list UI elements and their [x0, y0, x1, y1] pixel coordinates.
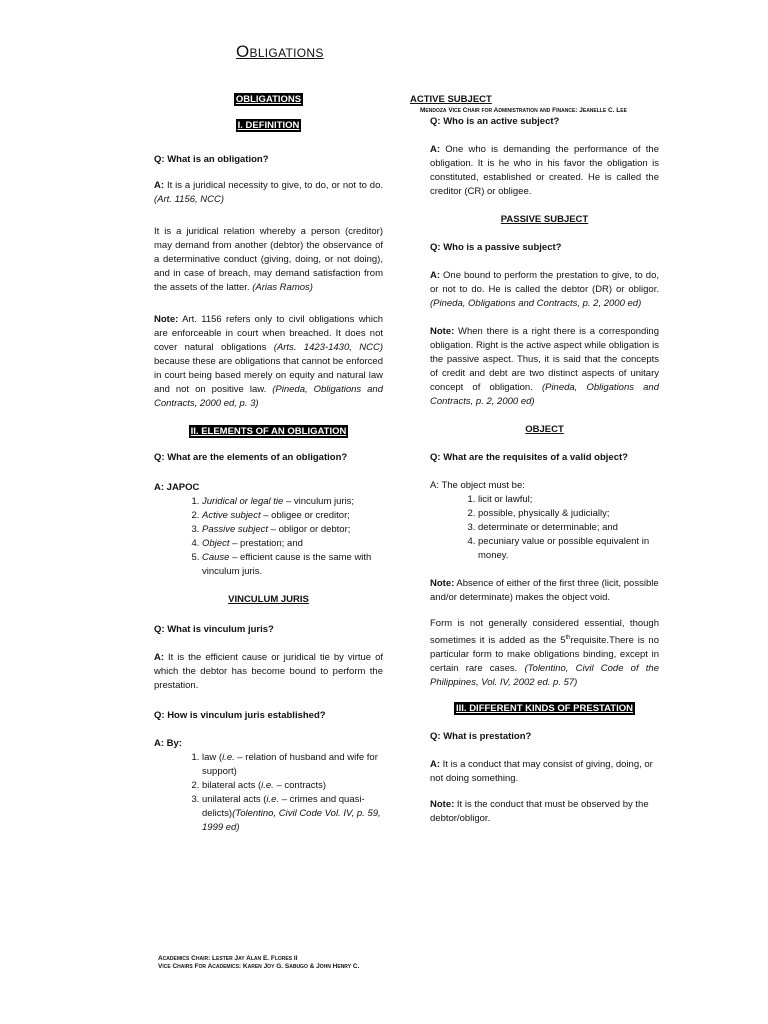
list-item: 1. Juridical or legal tie – vinculum juris; [202, 495, 383, 509]
list-item: 4. pecuniary value or possible equivalent in money. [478, 535, 659, 563]
list-item: 2. Active subject – obligee or creditor; [202, 509, 383, 523]
form-paragraph: Form is not generally considered essential, though sometimes it is added as the 5threquisite.There is no particular form to make obligations binding, except in certain rare cases. (Tolentino, Civil Code of the Philippines, Vol. IV, 2002 ed. p. 57) [430, 618, 659, 689]
answer-obligation [154, 179, 383, 207]
answer-by: A: By: [154, 738, 182, 749]
note-text: Art. 1156 refers only to civil obligations which are enforceable in court when breached. It does not cover natural obligations [154, 314, 383, 353]
note-absence: Note: Absence of either of the first three (licit, possible and/or determinate) makes the object void. [430, 578, 659, 603]
page-title: Obligations [236, 42, 324, 61]
section-header-definition: I. DEFINITION [237, 120, 300, 131]
list-item: 3. determinate or determinable; and [478, 521, 659, 535]
answer-text: It is a juridical necessity to give, to do, or not to do. [164, 180, 383, 191]
credit-line: Mendoza Vice Chair for Administration and Finance: Jeanelle C. Lee [420, 107, 627, 114]
note-right-obligation: Note: When there is a right there is a corresponding obligation. Right is the active aspect while obligation is the passive aspect. Thus, it is said that the concepts of credit and debt are two distinct aspects of unitary concept of obligation. (Pineda, Obligations and Contracts, p. 2, 2000 ed) [430, 326, 659, 407]
section-header-vinculum-juris: VINCULUM JURIS [228, 594, 309, 605]
question-active-subject: Q: Who is an active subject? [430, 116, 560, 127]
answer-vinculum-juris [154, 651, 383, 693]
citation: (Pineda, Obligations and Contracts, 2000 ed, p. 3) [154, 384, 384, 409]
footer-line: Vice Chairs For Academics: Karen Joy G. Sabugo & John Henry C. [158, 963, 360, 970]
question-what-is-obligation: Q: What is an obligation? [154, 154, 269, 165]
section-header-elements: II. ELEMENTS OF AN OBLIGATION [190, 426, 347, 437]
question-prestation: Q: What is prestation? [430, 731, 532, 743]
list-item: 4. Object – prestation; and [202, 537, 383, 551]
definition-paragraph [154, 225, 383, 295]
paragraph-text: It is a juridical relation whereby a person (creditor) may demand from another (debtor) the observance of a determinative conduct (giving, doing, or not doing), and in case of breach, may demand satisfaction from the assets of the latter. [154, 226, 383, 293]
footer-line: Academics Chair: Lester Jay Alan E. Flores II [158, 955, 298, 962]
answer-passive-subject: A: One bound to perform the prestation to give, to do, or not to do. He is called the debtor (DR) or obligor. (Pineda, Obligations and Contracts, p. 2, 2000 ed) [430, 270, 659, 309]
question-valid-object: Q: What are the requisites of a valid object? [430, 452, 628, 463]
section-header-passive-subject: PASSIVE SUBJECT [500, 214, 589, 225]
footer-credits [158, 955, 359, 971]
requisites-list [430, 493, 659, 563]
left-column [154, 93, 383, 835]
citation: (Art. 1156, NCC) [154, 194, 225, 205]
list-item: 1. law (i.e. – relation of husband and wife for support) [202, 751, 383, 779]
note-prestation: Note: It is the conduct that must be observed by the debtor/obligor. [430, 799, 649, 825]
list-item: 3. Passive subject – obligor or debtor; [202, 523, 383, 537]
section-header-kinds-of-prestation: III. DIFFERENT KINDS OF PRESTATION [456, 703, 633, 715]
list-item: 2. bilateral acts (i.e. – contracts) [202, 779, 383, 793]
note-label: Note: [154, 314, 179, 325]
list-item: 2. possible, physically & judicially; [478, 507, 659, 521]
answer-object-must-be: A: The object must be: [430, 480, 525, 491]
citation: (Arias Ramos) [252, 282, 313, 293]
question-vinculum-established: Q: How is vinculum juris established? [154, 710, 326, 721]
elements-list [154, 495, 383, 579]
right-column [410, 93, 659, 838]
list-item: 3. unilateral acts (i.e. – crimes and quasi-delicts)(Tolentino, Civil Code Vol. IV, p. 59, 1999 ed) [202, 793, 383, 835]
answer-prestation: A: It is a conduct that may consist of giving, doing, or not doing something. [430, 759, 653, 785]
answer-label: A: [154, 652, 165, 663]
answer-japoc: A: JAPOC [154, 482, 200, 493]
note-text: because these are obligations that cannot be enforced in court being based merely on equity and natural law and not on positive law. [154, 356, 383, 395]
answer-text: It is the efficient cause or juridical tie by virtue of which the debtor has become bound to perform the prestation. [154, 652, 383, 691]
answer-active-subject: A: One who is demanding the performance of the obligation. It is he who in his favor the obligation is constituted, established or created. He is called the creditor (CR) or obligee. [430, 144, 659, 197]
note-civil-obligations [154, 313, 383, 411]
section-header-object: OBJECT [525, 424, 564, 435]
by-list [154, 751, 383, 835]
section-header-obligations: OBLIGATIONS [235, 94, 302, 105]
answer-label: A: [154, 180, 165, 191]
question-elements: Q: What are the elements of an obligation? [154, 452, 348, 463]
question-passive-subject: Q: Who is a passive subject? [430, 242, 562, 253]
list-item: 1. licit or lawful; [478, 493, 659, 507]
question-vinculum-juris: Q: What is vinculum juris? [154, 624, 274, 635]
citation: (Arts. 1423-1430, NCC) [273, 342, 383, 353]
section-header-active-subject: ACTIVE SUBJECT [410, 94, 492, 105]
list-item: 5. Cause – efficient cause is the same with vinculum juris. [202, 551, 383, 579]
